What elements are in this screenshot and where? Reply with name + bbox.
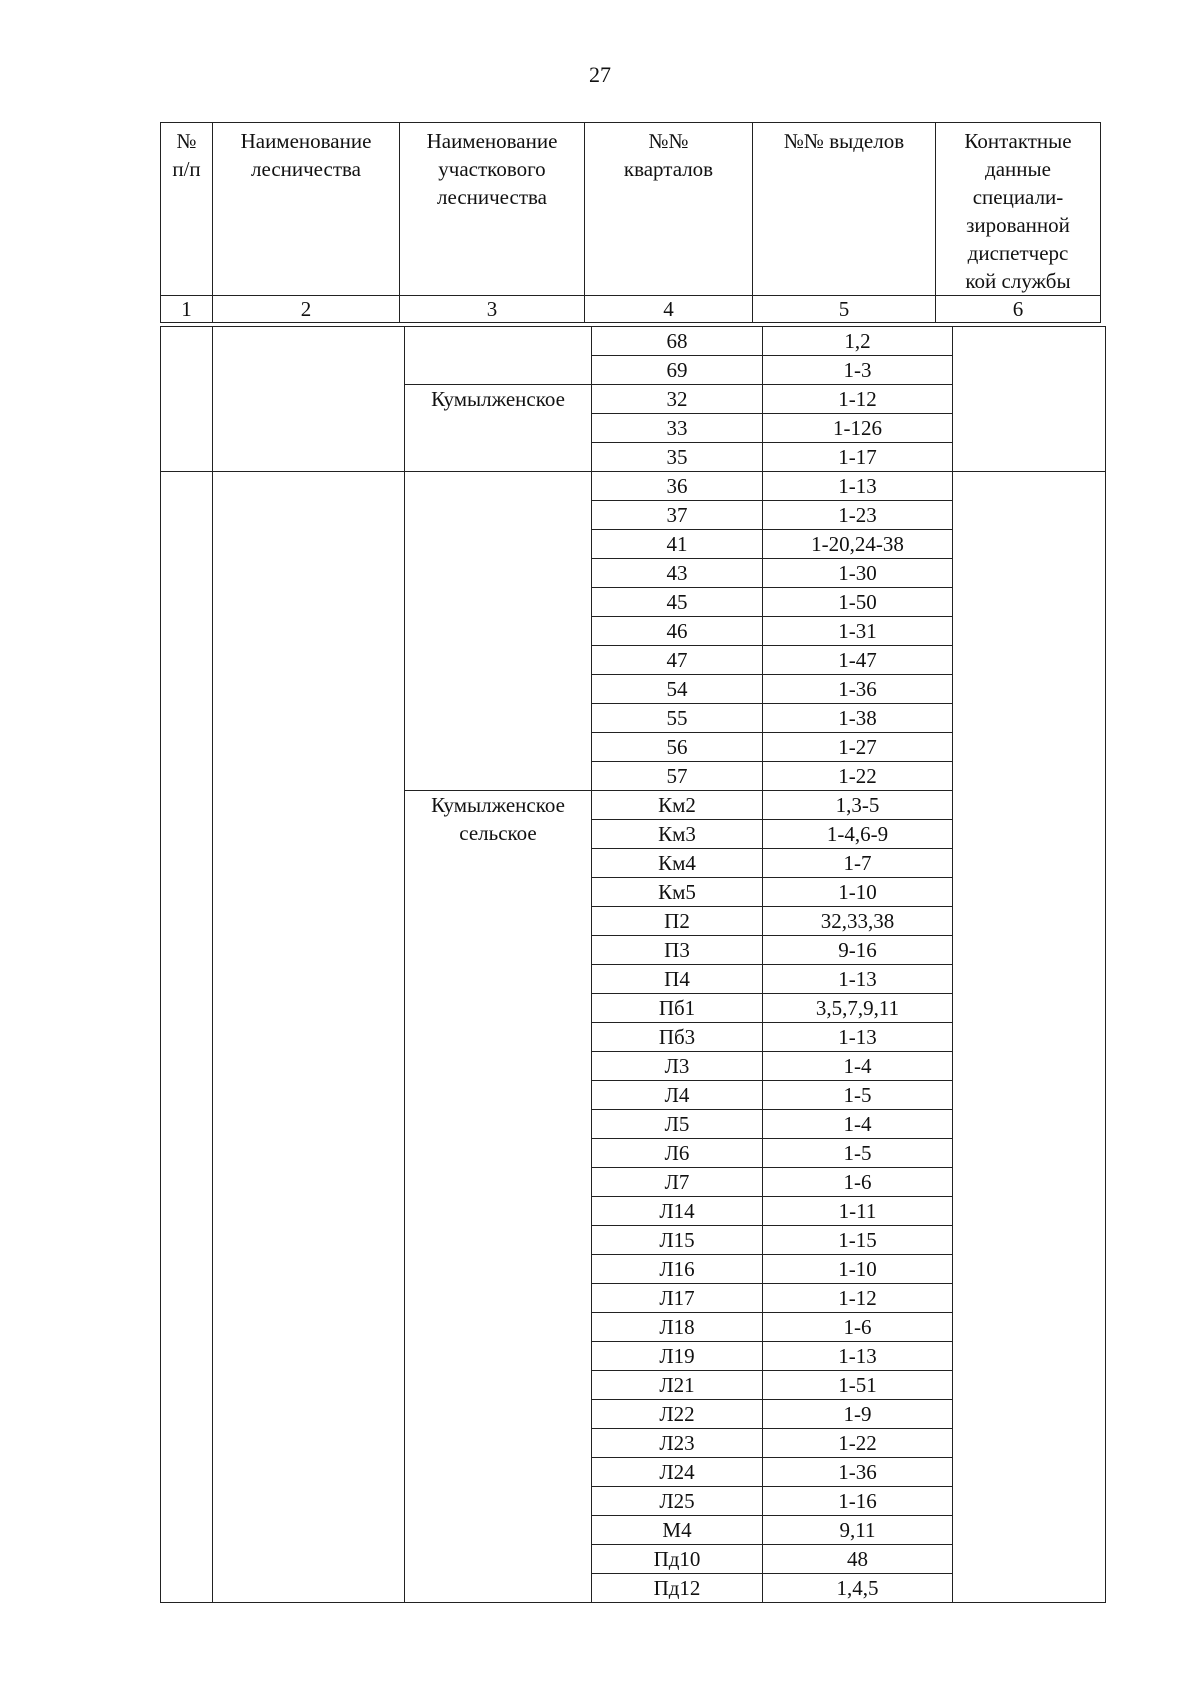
page-number: 27 [589, 62, 611, 87]
cell-allotments: 1-126 [763, 414, 953, 443]
header-col-quarters [585, 123, 753, 296]
header-col-allotments [753, 123, 936, 296]
cell-num [161, 472, 213, 1603]
cell-quarter: Л25 [592, 1487, 763, 1516]
cell-allotments: 1-4,6-9 [763, 820, 953, 849]
cell-quarter: П4 [592, 965, 763, 994]
header-line: № [176, 129, 197, 153]
cell-allotments: 1-47 [763, 646, 953, 675]
cell-subforestry [405, 472, 592, 791]
cell-quarter: 37 [592, 501, 763, 530]
cell-quarter: Л19 [592, 1342, 763, 1371]
header-number: 6 [936, 296, 1101, 323]
subforestry-name: Кумылженское [431, 793, 565, 817]
cell-allotments: 1-20,24-38 [763, 530, 953, 559]
cell-allotments: 1-13 [763, 1342, 953, 1371]
cell-forestry [213, 472, 405, 1603]
cell-quarter: 45 [592, 588, 763, 617]
cell-allotments: 1-30 [763, 559, 953, 588]
cell-allotments: 1-6 [763, 1313, 953, 1342]
cell-subforestry [405, 385, 592, 472]
cell-allotments: 1-7 [763, 849, 953, 878]
header-line: №№ выделов [783, 129, 905, 153]
cell-quarter: Л15 [592, 1226, 763, 1255]
cell-allotments: 1-23 [763, 501, 953, 530]
table-row [161, 472, 1106, 501]
cell-allotments: 9,11 [763, 1516, 953, 1545]
cell-allotments: 1-5 [763, 1139, 953, 1168]
header-line: кварталов [623, 157, 714, 181]
cell-allotments: 1-22 [763, 1429, 953, 1458]
cell-quarter: Л14 [592, 1197, 763, 1226]
cell-allotments: 1-16 [763, 1487, 953, 1516]
header-line: Наименование [426, 129, 558, 153]
cell-allotments: 48 [763, 1545, 953, 1574]
cell-quarter: Л24 [592, 1458, 763, 1487]
header-col-subforestry [400, 123, 585, 296]
cell-allotments: 1-12 [763, 1284, 953, 1313]
cell-quarter: 41 [592, 530, 763, 559]
cell-allotments: 3,5,7,9,11 [763, 994, 953, 1023]
cell-quarter: П3 [592, 936, 763, 965]
cell-allotments: 1-4 [763, 1052, 953, 1081]
cell-allotments: 1-17 [763, 443, 953, 472]
cell-num [161, 327, 213, 472]
cell-allotments: 1-10 [763, 1255, 953, 1284]
cell-allotments: 9-16 [763, 936, 953, 965]
cell-quarter: 54 [592, 675, 763, 704]
cell-quarter: Л22 [592, 1400, 763, 1429]
header-number: 1 [161, 296, 213, 323]
cell-quarter: 35 [592, 443, 763, 472]
subforestry-name: сельское [459, 821, 537, 845]
cell-quarter: 56 [592, 733, 763, 762]
cell-allotments: 1-11 [763, 1197, 953, 1226]
cell-quarter: 57 [592, 762, 763, 791]
header-line: специали- [972, 185, 1064, 209]
header-line: лесничества [437, 185, 547, 209]
subforestry-name: Кумылженское [431, 387, 565, 411]
cell-allotments: 1,3-5 [763, 791, 953, 820]
table-header [160, 122, 1101, 323]
cell-contacts [953, 327, 1106, 472]
header-line: лесничества [251, 157, 361, 181]
cell-quarter: М4 [592, 1516, 763, 1545]
cell-allotments: 1-13 [763, 1023, 953, 1052]
cell-quarter: П2 [592, 907, 763, 936]
header-col-num [161, 123, 213, 296]
cell-subforestry [405, 327, 592, 385]
cell-quarter: Л23 [592, 1429, 763, 1458]
cell-allotments: 1,2 [763, 327, 953, 356]
cell-quarter: 69 [592, 356, 763, 385]
cell-allotments: 1-3 [763, 356, 953, 385]
cell-quarter: 33 [592, 414, 763, 443]
cell-quarter: Л18 [592, 1313, 763, 1342]
cell-allotments: 1-13 [763, 965, 953, 994]
header-line: зированной [966, 213, 1070, 237]
table-row [161, 327, 1106, 356]
cell-quarter: Км3 [592, 820, 763, 849]
cell-quarter: Л3 [592, 1052, 763, 1081]
header-line: Наименование [240, 129, 372, 153]
cell-quarter: Пд12 [592, 1574, 763, 1603]
cell-allotments: 1-13 [763, 472, 953, 501]
cell-forestry [213, 327, 405, 472]
header-col-forestry [213, 123, 400, 296]
cell-quarter: Км2 [592, 791, 763, 820]
cell-contacts [953, 472, 1106, 1603]
cell-quarter: 43 [592, 559, 763, 588]
header-line: Контактные [964, 129, 1072, 153]
header-number: 2 [213, 296, 400, 323]
cell-quarter: Пб1 [592, 994, 763, 1023]
cell-allotments: 1-27 [763, 733, 953, 762]
cell-allotments: 1-15 [763, 1226, 953, 1255]
cell-allotments: 1-10 [763, 878, 953, 907]
header-col-contacts [936, 123, 1101, 296]
cell-quarter: 32 [592, 385, 763, 414]
cell-allotments: 1-12 [763, 385, 953, 414]
header-number: 4 [585, 296, 753, 323]
cell-quarter: Л21 [592, 1371, 763, 1400]
cell-allotments: 1-6 [763, 1168, 953, 1197]
cell-allotments: 1-38 [763, 704, 953, 733]
cell-quarter: Л17 [592, 1284, 763, 1313]
cell-allotments: 1-36 [763, 1458, 953, 1487]
cell-allotments: 32,33,38 [763, 907, 953, 936]
header-number: 3 [400, 296, 585, 323]
cell-quarter: Км4 [592, 849, 763, 878]
cell-allotments: 1-31 [763, 617, 953, 646]
cell-quarter: Л16 [592, 1255, 763, 1284]
header-line: п/п [172, 157, 201, 181]
cell-quarter: Л7 [592, 1168, 763, 1197]
header-number: 5 [753, 296, 936, 323]
header-line: кой службы [965, 269, 1071, 293]
cell-quarter: 46 [592, 617, 763, 646]
cell-quarter: 36 [592, 472, 763, 501]
header-line: данные [985, 157, 1051, 181]
cell-quarter: Л5 [592, 1110, 763, 1139]
cell-allotments: 1-50 [763, 588, 953, 617]
table-block-2 [160, 471, 1106, 1603]
cell-quarter: Л4 [592, 1081, 763, 1110]
cell-allotments: 1-51 [763, 1371, 953, 1400]
cell-quarter: Пб3 [592, 1023, 763, 1052]
cell-quarter: 47 [592, 646, 763, 675]
cell-allotments: 1-9 [763, 1400, 953, 1429]
header-line: диспетчерс [967, 241, 1069, 265]
cell-allotments: 1-5 [763, 1081, 953, 1110]
cell-quarter: 68 [592, 327, 763, 356]
header-line: участкового [438, 157, 546, 181]
cell-allotments: 1-22 [763, 762, 953, 791]
table-block-1 [160, 326, 1106, 472]
cell-allotments: 1-4 [763, 1110, 953, 1139]
cell-quarter: Км5 [592, 878, 763, 907]
cell-quarter: 55 [592, 704, 763, 733]
cell-quarter: Пд10 [592, 1545, 763, 1574]
header-line: №№ [648, 129, 689, 153]
cell-quarter: Л6 [592, 1139, 763, 1168]
cell-allotments: 1-36 [763, 675, 953, 704]
cell-subforestry [405, 791, 592, 1603]
cell-allotments: 1,4,5 [763, 1574, 953, 1603]
